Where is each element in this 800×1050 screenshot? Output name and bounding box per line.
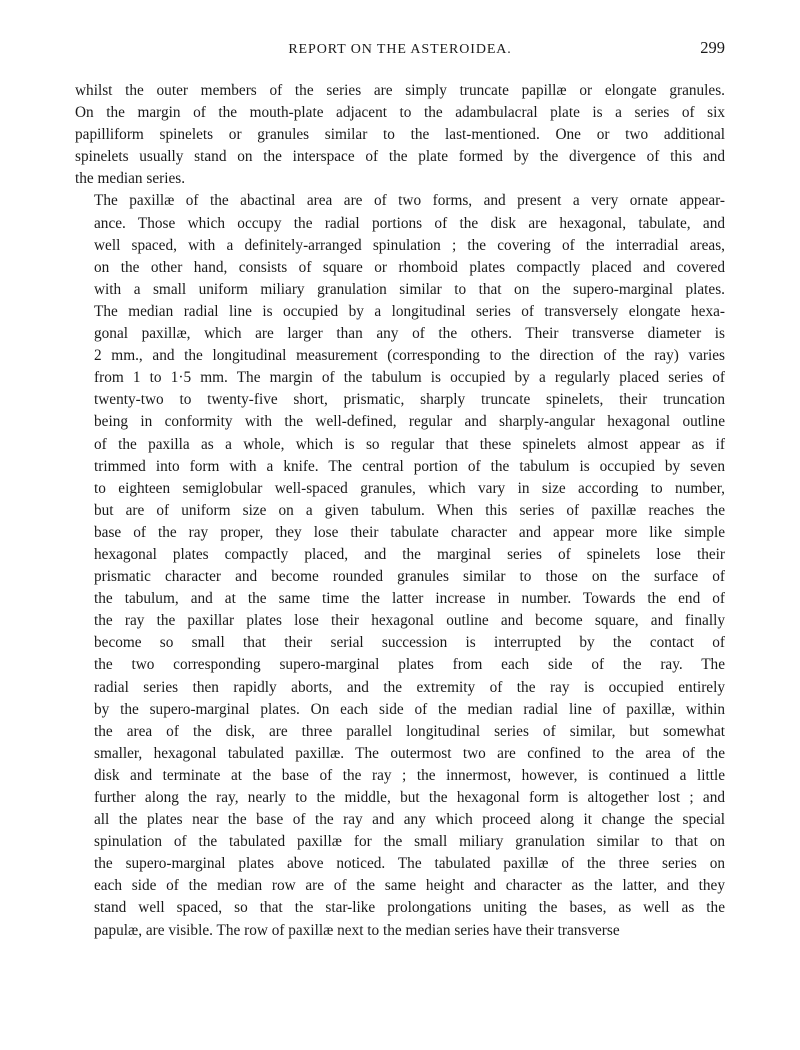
text-line: by the supero-marginal plates. On each side of the median radial line of paxillæ, within [94,700,725,718]
text-line: papulæ, are visible. The row of paxillæ next to the median series have their transverse [94,921,620,939]
text-line: ance. Those which occupy the radial portions of the disk are hexagonal, tabulate, and [94,214,725,232]
text-line: on the other hand, consists of square or rhomboid plates compactly placed and covered [94,258,725,276]
running-head [75,38,725,66]
text-line: but are of uniform size on a given tabulum. When this series of paxillæ reaches the [94,501,725,519]
text-line: each side of the median row are of the same height and character as the latter, and they [94,877,725,895]
text-line: radial series then rapidly aborts, and the extremity of the ray is occupied entirely [94,678,725,696]
page [75,38,725,942]
running-title: REPORT ON THE ASTEROIDEA. [288,42,512,57]
text-line: the median series. [75,170,186,188]
text-line: twenty-two to twenty-five short, prismatic, sharply truncate spinelets, their truncation [94,391,725,409]
text-line: the supero-marginal plates above noticed. The tabulated paxillæ of the three series on [94,855,725,873]
text-line: the tabulum, and at the same time the latter increase in number. Towards the end of [94,590,725,608]
paragraph [75,190,725,941]
paragraph [75,80,725,190]
text-line: being in conformity with the well-defined, regular and sharply-angular hexagonal outline [94,413,725,431]
text-line: spinulation of the tabulated paxillæ for the small miliary granulation similar to that on [94,833,725,851]
text-line: prismatic character and become rounded granules similar to those on the surface of [94,568,725,586]
text-line: On the margin of the mouth-plate adjacent to the adambulacral plate is a series of six [75,104,725,122]
text-line: further along the ray, nearly to the middle, but the hexagonal form is altogether lost ; and [94,789,725,806]
text-line: the two corresponding supero-marginal plates from each side of the ray. The [94,656,725,674]
page-number: 299 [700,38,725,57]
text-line: all the plates near the base of the ray and any which proceed along it change the special [94,811,725,829]
text-line: of the paxilla as a whole, which is so regular that these spinelets almost appear as if [94,435,725,453]
text-line: the area of the disk, are three parallel longitudinal series of similar, but somewhat [94,722,725,740]
text-line: become so small that their serial succession is interrupted by the contact of [94,634,725,652]
text-line: whilst the outer members of the series are simply truncate papillæ or elongate granules. [75,82,725,99]
text-line: the ray the paxillar plates lose their hexagonal outline and become square, and finally [94,612,725,630]
text-line: trimmed into form with a knife. The central portion of the tabulum is occupied by seven [94,457,725,475]
text-line: gonal paxillæ, which are larger than any of the others. Their transverse diameter is [94,325,725,343]
text-line: from 1 to 1·5 mm. The margin of the tabulum is occupied by a regularly placed series of [94,369,725,387]
body-text [75,80,725,942]
text-line: base of the ray proper, they lose their tabulate character and appear more like simple [94,523,725,541]
text-line: 2 mm., and the longitudinal measurement (corresponding to the direction of the ray) varies [94,347,725,365]
text-line: disk and terminate at the base of the ray ; the innermost, however, is continued a little [94,766,725,784]
text-line: smaller, hexagonal tabulated paxillæ. The outermost two are confined to the area of the [94,744,725,762]
text-line: The median radial line is occupied by a longitudinal series of transversely elongate hexa- [94,302,725,320]
text-line: The paxillæ of the abactinal area are of two forms, and present a very ornate appear- [94,192,725,210]
text-line: stand well spaced, so that the star-like prolongations uniting the bases, as well as the [94,899,725,917]
text-line: hexagonal plates compactly placed, and the marginal series of spinelets lose their [94,545,725,563]
text-line: papilliform spinelets or granules similar to the last-mentioned. One or two additional [75,126,725,144]
text-line: well spaced, with a definitely-arranged spinulation ; the covering of the interradial areas, [94,236,725,254]
text-line: spinelets usually stand on the interspace of the plate formed by the divergence of this and [75,148,725,166]
text-line: to eighteen semiglobular well-spaced granules, which vary in size according to number, [94,479,725,497]
text-line: with a small uniform miliary granulation similar to that on the supero-marginal plates. [94,280,725,298]
